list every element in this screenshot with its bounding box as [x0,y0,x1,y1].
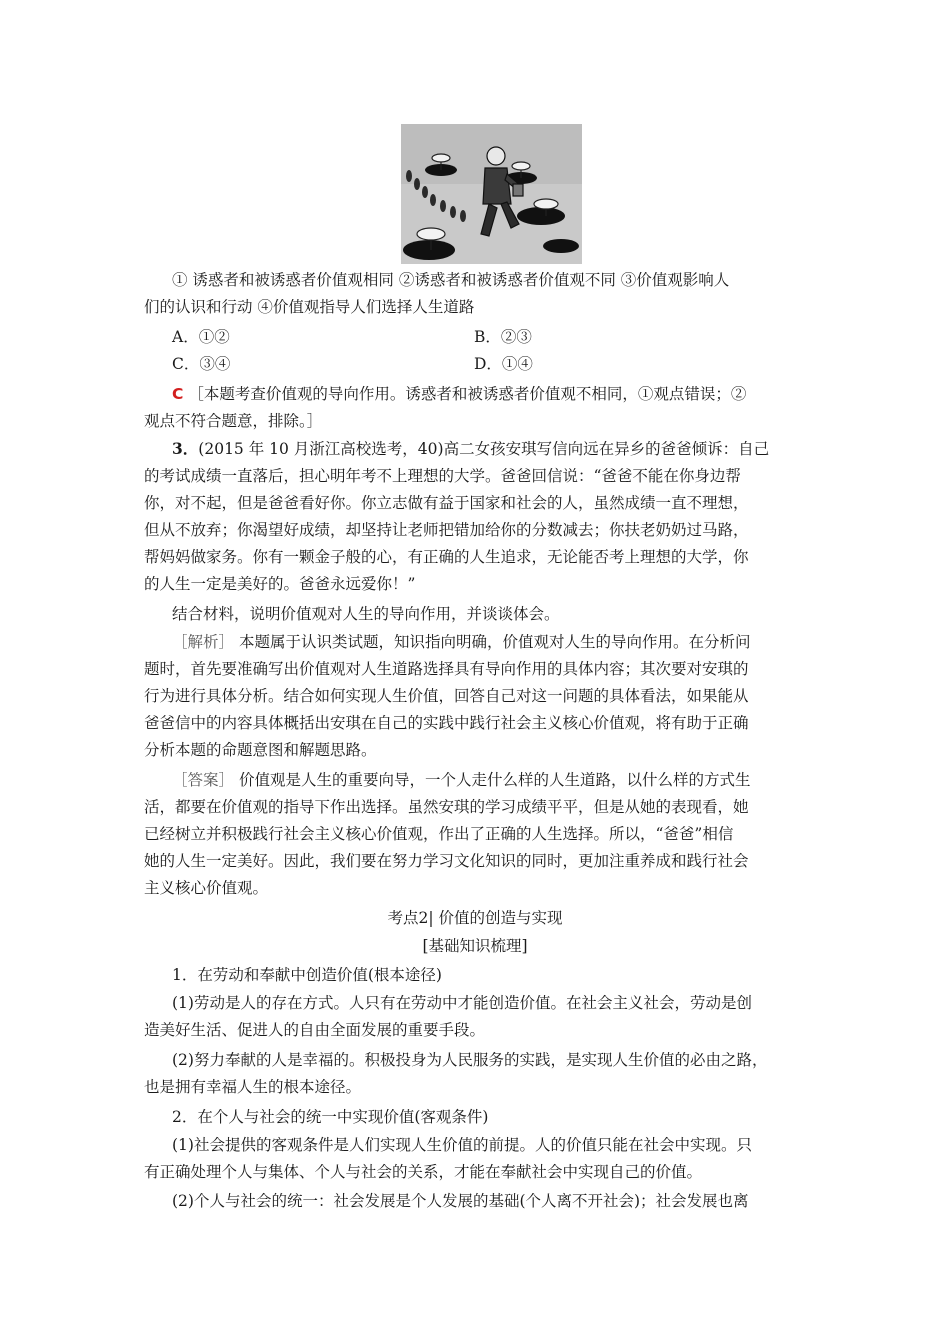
answer-line-3: 已经树立并积极践行社会主义核心价值观，作出了正确的人生选择。所以，“爸爸”相信 [144,825,734,843]
point-1-title: 1．在劳动和奉献中创造价值(根本途径) [172,966,442,984]
point-2-1-line-1: (1)社会提供的客观条件是人们实现人生价值的前提。人的价值只能在社会中实现。只 [172,1136,752,1154]
point-1-1-line-2: 造美好生活、促进人的自由全面发展的重要手段。 [144,1021,486,1039]
option-b: B．②③ [474,328,532,346]
answer-letter: C [172,385,184,403]
question-3-line-2: 的考试成绩一直落后，担心明年考不上理想的大学。爸爸回信说：“爸爸不能在你身边帮 [144,467,741,485]
point-1-2-line-1: (2)努力奉献的人是幸福的。积极投身为人民服务的实践，是实现人生价值的必由之路， [172,1051,768,1069]
point-2-1-line-2: 有正确处理个人与集体、个人与社会的关系，才能在奉献社会中实现自己的价值。 [144,1163,703,1181]
answer-line-2: 活，都要在价值观的指导下作出选择。虽然安琪的学习成绩平平，但是从她的表现看，她 [144,798,749,816]
option-c: C．③④ [172,355,231,373]
option-a: A．①② [172,328,230,346]
temptation-cartoon-illustration [401,124,582,264]
answer-line-5: 主义核心价值观。 [144,879,269,897]
analysis-line-4: 爸爸信中的内容具体概括出安琪在自己的实践中践行社会主义核心价值观，将有助于正确 [144,714,749,732]
answer-text: 价值观是人生的重要向导，一个人走什么样的人生道路，以什么样的方式生 [238,771,751,789]
question-3-prompt: 结合材料，说明价值观对人生的导向作用，并谈谈体会。 [172,605,560,623]
analysis-line-3: 行为进行具体分析。结合如何实现人生价值，回答自己对这一问题的具体看法，如果能从 [144,687,749,705]
question-3-line-3: 你，对不起，但是爸爸看好你。你立志做有益于国家和社会的人，虽然成绩一直不理想， [144,494,749,512]
analysis-line-5: 分析本题的命题意图和解题思路。 [144,741,377,759]
analysis-text: 本题属于认识类试题，知识指向明确，价值观对人生的导向作用。在分析问 [238,633,751,651]
answer-line-1 [172,770,750,790]
answer-tag: ［答案］ [172,771,235,789]
answer-explanation-text: ［本题考查价值观的导向作用。诱惑者和被诱惑者价值观不相同，①观点错误；② [188,385,747,403]
point-1-2-line-2: 也是拥有幸福人生的根本途径。 [144,1078,362,1096]
section-title: 考点2| 价值的创造与实现 [387,909,563,927]
answer-explanation-line-2: 观点不符合题意，排除。］ [144,412,323,430]
option-d: D．①④ [474,355,533,373]
question-3-line-1 [172,439,769,459]
question-3-line-5: 帮妈妈做家务。你有一颗金子般的心，有正确的人生追求，无论能否考上理想的大学，你 [144,548,749,566]
question-number: 3． [172,439,199,458]
statements-line-1: ① 诱惑者和被诱惑者价值观相同 ②诱惑者和被诱惑者价值观不同 ③价值观影响人 [172,271,730,289]
question-3-line-4: 但从不放弃；你渴望好成绩，却坚持让老师把错加给你的分数减去；你扶老奶奶过马路， [144,521,749,539]
analysis-line-2: 题时，首先要准确写出价值观对人生道路选择具有导向作用的具体内容；其次要对安琪的 [144,660,749,678]
point-2-2-line-1: (2)个人与社会的统一：社会发展是个人发展的基础(个人离不开社会)；社会发展也离 [172,1192,749,1210]
statements-line-2: 们的认识和行动 ④价值观指导人们选择人生道路 [144,298,475,316]
answer-line-4: 她的人生一定美好。因此，我们要在努力学习文化知识的同时，更加注重养成和践行社会 [144,852,749,870]
analysis-line-1 [172,632,750,652]
question-3-text: (2015 年 10 月浙江高校选考，40)高二女孩安琪写信向远在异乡的爸爸倾诉：自己 [198,440,770,458]
point-2-title: 2．在个人与社会的统一中实现价值(客观条件) [172,1108,489,1126]
analysis-tag: ［解析］ [172,633,235,651]
answer-explanation-line-1 [172,384,746,404]
section-subtitle: [基础知识梳理] [422,937,528,955]
question-3-line-6: 的人生一定是美好的。爸爸永远爱你！” [144,575,416,593]
point-1-1-line-1: (1)劳动是人的存在方式。人只有在劳动中才能创造价值。在社会主义社会，劳动是创 [172,994,752,1012]
